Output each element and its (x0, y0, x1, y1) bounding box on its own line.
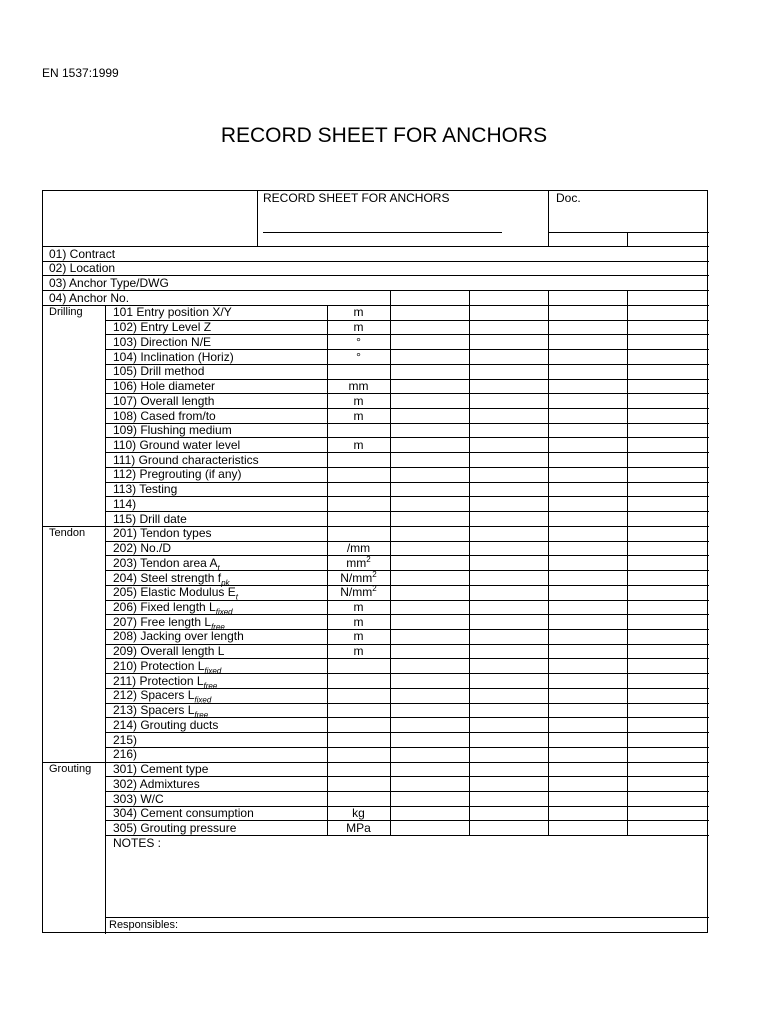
field-label: 205) Elastic Modulus $E_t$ (113, 585, 238, 602)
data-entry-cell[interactable] (628, 571, 708, 584)
symbol-subscript: fixed (215, 607, 233, 617)
field-label: 115) Drill date (113, 511, 187, 526)
data-entry-cell[interactable] (470, 586, 547, 599)
field-label: 114) (113, 496, 137, 511)
form-title-underline (263, 232, 502, 233)
data-column-line (390, 290, 391, 835)
data-entry-cell[interactable] (628, 438, 708, 451)
field-label: 208) Jacking over length (113, 629, 244, 644)
unit-label: m (353, 408, 364, 423)
doc-subcell-divider (627, 232, 628, 246)
field-label: 113) Testing (113, 482, 178, 497)
field-label: 207) Free length $L_{free}$ (113, 614, 225, 632)
data-column-line (469, 290, 470, 835)
data-entry-cell[interactable] (391, 645, 468, 658)
data-entry-cell[interactable] (470, 453, 547, 466)
data-entry-cell[interactable] (391, 394, 468, 407)
data-entry-cell[interactable] (628, 807, 708, 820)
data-entry-cell[interactable] (628, 542, 708, 555)
data-entry-cell[interactable] (470, 718, 547, 731)
section-label-tendon: Tendon (49, 527, 86, 540)
unit-label: m (353, 393, 364, 408)
standard-number: EN 1537:1999 (42, 66, 119, 80)
data-entry-cell[interactable] (470, 777, 547, 790)
data-entry-cell[interactable] (470, 438, 547, 451)
field-label: 103) Direction N/E (113, 334, 212, 349)
data-entry-cell[interactable] (391, 601, 468, 614)
data-entry-cell[interactable] (470, 571, 547, 584)
unit-superscript: 2 (372, 569, 377, 579)
data-entry-cell[interactable] (391, 630, 468, 643)
data-entry-cell[interactable] (549, 350, 626, 363)
general-row-label: 03) Anchor Type/DWG (49, 275, 169, 290)
data-entry-cell[interactable] (470, 733, 547, 746)
general-entry-field[interactable] (203, 276, 703, 289)
field-label: 107) Overall length (113, 393, 215, 408)
row-line (105, 835, 709, 836)
data-entry-cell[interactable] (628, 350, 708, 363)
data-entry-cell[interactable] (470, 630, 547, 643)
field-label: 211) Protection $L_{free}$ (113, 673, 218, 691)
data-entry-cell[interactable] (628, 527, 708, 540)
data-entry-cell[interactable] (470, 659, 547, 672)
record-table (42, 190, 708, 933)
data-entry-cell[interactable] (391, 586, 468, 599)
data-entry-cell[interactable] (628, 792, 708, 805)
general-row-label: 02) Location (49, 261, 116, 276)
data-entry-cell[interactable] (628, 556, 708, 569)
data-entry-cell[interactable] (549, 748, 626, 761)
data-entry-cell[interactable] (628, 704, 708, 717)
data-entry-cell[interactable] (391, 659, 468, 672)
form-title: RECORD SHEET FOR ANCHORS (263, 191, 450, 205)
field-label: 303) W/C (113, 791, 164, 806)
unit-label: m (353, 305, 364, 320)
unit-label: kg (352, 806, 365, 821)
data-entry-cell[interactable] (549, 542, 626, 555)
data-entry-cell[interactable] (549, 718, 626, 731)
data-entry-cell[interactable] (549, 556, 626, 569)
symbol-subscript: fixed (194, 695, 212, 705)
symbol-subscript: t (235, 592, 238, 602)
data-entry-cell[interactable] (628, 586, 708, 599)
field-label: 202) No./D (113, 541, 172, 556)
data-entry-cell[interactable] (628, 689, 708, 702)
data-entry-cell[interactable] (391, 306, 468, 319)
field-label: 206) Fixed length $L_{fixed}$ (113, 600, 233, 617)
data-entry-cell[interactable] (470, 645, 547, 658)
data-entry-cell[interactable] (470, 748, 547, 761)
field-label: 104) Inclination (Horiz) (113, 349, 234, 364)
data-entry-cell[interactable] (391, 335, 468, 348)
data-entry-cell[interactable] (391, 453, 468, 466)
data-entry-cell[interactable] (391, 542, 468, 555)
data-entry-cell[interactable] (628, 645, 708, 658)
section-label-drilling: Drilling (49, 306, 83, 319)
unit-label: m (353, 320, 364, 335)
data-entry-cell[interactable] (628, 483, 708, 496)
data-entry-cell[interactable] (628, 748, 708, 761)
data-entry-cell[interactable] (628, 659, 708, 672)
header-divider-left (257, 191, 258, 246)
data-entry-cell[interactable] (549, 733, 626, 746)
data-entry-cell[interactable] (470, 615, 547, 628)
unit-label: $mm^2$ (346, 554, 371, 570)
data-column-line (627, 290, 628, 835)
field-label: 112) Pregrouting (if any) (113, 467, 242, 482)
symbol-subscript: free (211, 622, 225, 632)
data-entry-cell[interactable] (391, 718, 468, 731)
data-entry-cell[interactable] (391, 380, 468, 393)
data-entry-cell[interactable] (470, 821, 547, 834)
data-entry-cell[interactable] (470, 674, 547, 687)
general-entry-field[interactable] (203, 262, 703, 275)
data-entry-cell[interactable] (549, 424, 626, 437)
data-entry-cell[interactable] (470, 483, 547, 496)
unit-superscript: 2 (366, 554, 371, 564)
unit-label: m (353, 644, 364, 659)
unit-label: m (353, 614, 364, 629)
field-label: 108) Cased from/to (113, 408, 216, 423)
data-entry-cell[interactable] (470, 689, 547, 702)
field-label: 210) Protection $L_{fixed}$ (113, 658, 222, 676)
symbol-subscript: fixed (204, 666, 222, 676)
field-label: 203) Tendon area $A_t$ (113, 555, 220, 573)
data-entry-cell[interactable] (470, 321, 547, 334)
unit-label: m (353, 437, 364, 452)
data-entry-cell[interactable] (391, 321, 468, 334)
data-entry-cell[interactable] (470, 365, 547, 378)
data-entry-cell[interactable] (628, 468, 708, 481)
field-label: 301) Cement type (113, 762, 209, 777)
unit-label: m (353, 629, 364, 644)
data-entry-cell[interactable] (470, 601, 547, 614)
data-entry-cell[interactable] (549, 763, 626, 776)
field-label: 212) Spacers $L_{fixed}$ (113, 688, 212, 705)
data-entry-cell[interactable] (549, 438, 626, 451)
data-entry-cell[interactable] (470, 497, 547, 510)
field-label: 109) Flushing medium (113, 423, 232, 438)
field-label: 204) Steel strength $f_{pk}$ (113, 570, 230, 587)
data-entry-cell[interactable] (549, 453, 626, 466)
data-entry-cell[interactable] (628, 453, 708, 466)
data-entry-cell[interactable] (391, 350, 468, 363)
data-entry-cell[interactable] (549, 630, 626, 643)
data-entry-cell[interactable] (391, 792, 468, 805)
data-entry-cell[interactable] (549, 807, 626, 820)
responsibles-label: Responsibles: (109, 919, 179, 931)
section-label-grouting: Grouting (49, 763, 92, 776)
label-column-line (105, 305, 106, 934)
data-entry-cell[interactable] (391, 438, 468, 451)
data-entry-cell[interactable] (391, 409, 468, 422)
data-entry-cell[interactable] (391, 807, 468, 820)
field-label: 105) Drill method (113, 364, 205, 379)
field-label: 101 Entry position X/Y (113, 305, 232, 320)
header-divider-right (548, 191, 549, 246)
data-entry-cell[interactable] (470, 394, 547, 407)
data-entry-cell[interactable] (470, 409, 547, 422)
field-label: 213) Spacers $L_{free}$ (113, 703, 209, 720)
data-entry-cell[interactable] (391, 483, 468, 496)
data-entry-cell[interactable] (549, 468, 626, 481)
data-entry-cell[interactable] (628, 821, 708, 834)
data-entry-cell[interactable] (628, 601, 708, 614)
symbol-subscript: free (203, 681, 218, 691)
data-entry-cell[interactable] (628, 777, 708, 790)
unit-label: ° (356, 349, 361, 364)
data-entry-cell[interactable] (549, 306, 626, 319)
notes-label: NOTES : (113, 836, 162, 851)
symbol-subscript: t (217, 563, 220, 573)
unit-superscript: 2 (372, 584, 377, 594)
general-entry-field[interactable] (203, 247, 703, 260)
unit-label: MPa (346, 820, 371, 835)
unit-label: mm (348, 379, 369, 394)
data-entry-cell[interactable] (470, 350, 547, 363)
data-entry-cell[interactable] (549, 615, 626, 628)
data-entry-cell[interactable] (391, 365, 468, 378)
data-entry-cell[interactable] (549, 645, 626, 658)
data-entry-cell[interactable] (549, 777, 626, 790)
data-entry-cell[interactable] (470, 542, 547, 555)
data-entry-cell[interactable] (470, 468, 547, 481)
symbol-subscript: free (194, 710, 209, 720)
data-entry-cell[interactable] (391, 497, 468, 510)
anchor-no-cell[interactable] (549, 291, 626, 304)
data-entry-cell[interactable] (549, 409, 626, 422)
data-entry-cell[interactable] (391, 821, 468, 834)
general-row-label: 04) Anchor No. (49, 290, 130, 305)
data-entry-cell[interactable] (549, 821, 626, 834)
field-label: 106) Hole diameter (113, 379, 216, 394)
field-label: 201) Tendon types (113, 526, 212, 541)
data-entry-cell[interactable] (549, 571, 626, 584)
data-entry-cell[interactable] (391, 748, 468, 761)
data-entry-cell[interactable] (628, 335, 708, 348)
field-label: 110) Ground water level (113, 437, 241, 452)
data-entry-cell[interactable] (549, 601, 626, 614)
data-entry-cell[interactable] (628, 380, 708, 393)
unit-label: ° (356, 334, 361, 349)
data-entry-cell[interactable] (391, 777, 468, 790)
page-title: RECORD SHEET FOR ANCHORS (220, 124, 548, 147)
data-entry-cell[interactable] (549, 704, 626, 717)
field-label: 305) Grouting pressure (113, 820, 237, 835)
data-entry-cell[interactable] (549, 674, 626, 687)
data-entry-cell[interactable] (391, 615, 468, 628)
data-entry-cell[interactable] (628, 365, 708, 378)
field-label: 214) Grouting ducts (113, 717, 219, 732)
data-column-line (548, 290, 549, 835)
data-entry-cell[interactable] (470, 763, 547, 776)
data-entry-cell[interactable] (470, 704, 547, 717)
notes-bottom-line (105, 917, 709, 918)
data-entry-cell[interactable] (549, 689, 626, 702)
anchor-no-cell[interactable] (628, 291, 708, 304)
field-label: 216) (113, 747, 138, 762)
data-entry-cell[interactable] (628, 497, 708, 510)
data-entry-cell[interactable] (628, 615, 708, 628)
data-entry-cell[interactable] (470, 424, 547, 437)
data-entry-cell[interactable] (391, 527, 468, 540)
symbol-subscript: pk (221, 577, 230, 587)
field-label: 111) Ground characteristics (113, 452, 259, 467)
data-entry-cell[interactable] (391, 424, 468, 437)
unit-column-line-left (327, 305, 328, 835)
data-entry-cell[interactable] (549, 394, 626, 407)
data-entry-cell[interactable] (470, 512, 547, 525)
data-entry-cell[interactable] (549, 512, 626, 525)
doc-subrow-line (548, 232, 709, 233)
data-entry-cell[interactable] (628, 733, 708, 746)
data-entry-cell[interactable] (391, 512, 468, 525)
data-entry-cell[interactable] (628, 763, 708, 776)
data-entry-cell[interactable] (549, 586, 626, 599)
data-entry-cell[interactable] (628, 674, 708, 687)
general-row-label: 01) Contract (49, 246, 116, 261)
unit-label: $N/mm^2$ (340, 569, 377, 585)
field-label: 102) Entry Level Z (113, 320, 212, 335)
field-label: 302) Admixtures (113, 776, 200, 791)
data-entry-cell[interactable] (470, 556, 547, 569)
unit-label: /mm (346, 541, 371, 556)
data-entry-cell[interactable] (549, 527, 626, 540)
data-entry-cell[interactable] (470, 380, 547, 393)
data-entry-cell[interactable] (470, 807, 547, 820)
data-entry-cell[interactable] (628, 306, 708, 319)
data-entry-cell[interactable] (470, 306, 547, 319)
data-entry-cell[interactable] (391, 468, 468, 481)
unit-label: $N/mm^2$ (340, 584, 377, 600)
anchor-no-cell[interactable] (391, 291, 468, 304)
unit-label: m (353, 600, 364, 615)
data-entry-cell[interactable] (470, 792, 547, 805)
data-entry-cell[interactable] (391, 689, 468, 702)
field-label: 215) (113, 732, 138, 747)
data-entry-cell[interactable] (391, 763, 468, 776)
field-label: 209) Overall length L (113, 644, 225, 659)
data-entry-cell[interactable] (549, 659, 626, 672)
data-entry-cell[interactable] (391, 733, 468, 746)
data-entry-cell[interactable] (391, 674, 468, 687)
data-entry-cell[interactable] (628, 630, 708, 643)
data-entry-cell[interactable] (391, 571, 468, 584)
field-label: 304) Cement consumption (113, 806, 254, 821)
data-entry-cell[interactable] (549, 792, 626, 805)
data-entry-cell[interactable] (470, 527, 547, 540)
data-entry-cell[interactable] (549, 365, 626, 378)
data-entry-cell[interactable] (549, 335, 626, 348)
data-entry-cell[interactable] (391, 556, 468, 569)
data-entry-cell[interactable] (628, 409, 708, 422)
data-entry-cell[interactable] (628, 718, 708, 731)
data-entry-cell[interactable] (549, 380, 626, 393)
data-entry-cell[interactable] (549, 483, 626, 496)
anchor-no-cell[interactable] (470, 291, 547, 304)
data-entry-cell[interactable] (549, 321, 626, 334)
data-entry-cell[interactable] (628, 321, 708, 334)
doc-label: Doc. (556, 191, 581, 205)
data-entry-cell[interactable] (628, 424, 708, 437)
data-entry-cell[interactable] (470, 335, 547, 348)
notes-field[interactable] (109, 851, 705, 915)
data-entry-cell[interactable] (628, 394, 708, 407)
data-entry-cell[interactable] (628, 512, 708, 525)
data-entry-cell[interactable] (549, 497, 626, 510)
data-entry-cell[interactable] (391, 704, 468, 717)
